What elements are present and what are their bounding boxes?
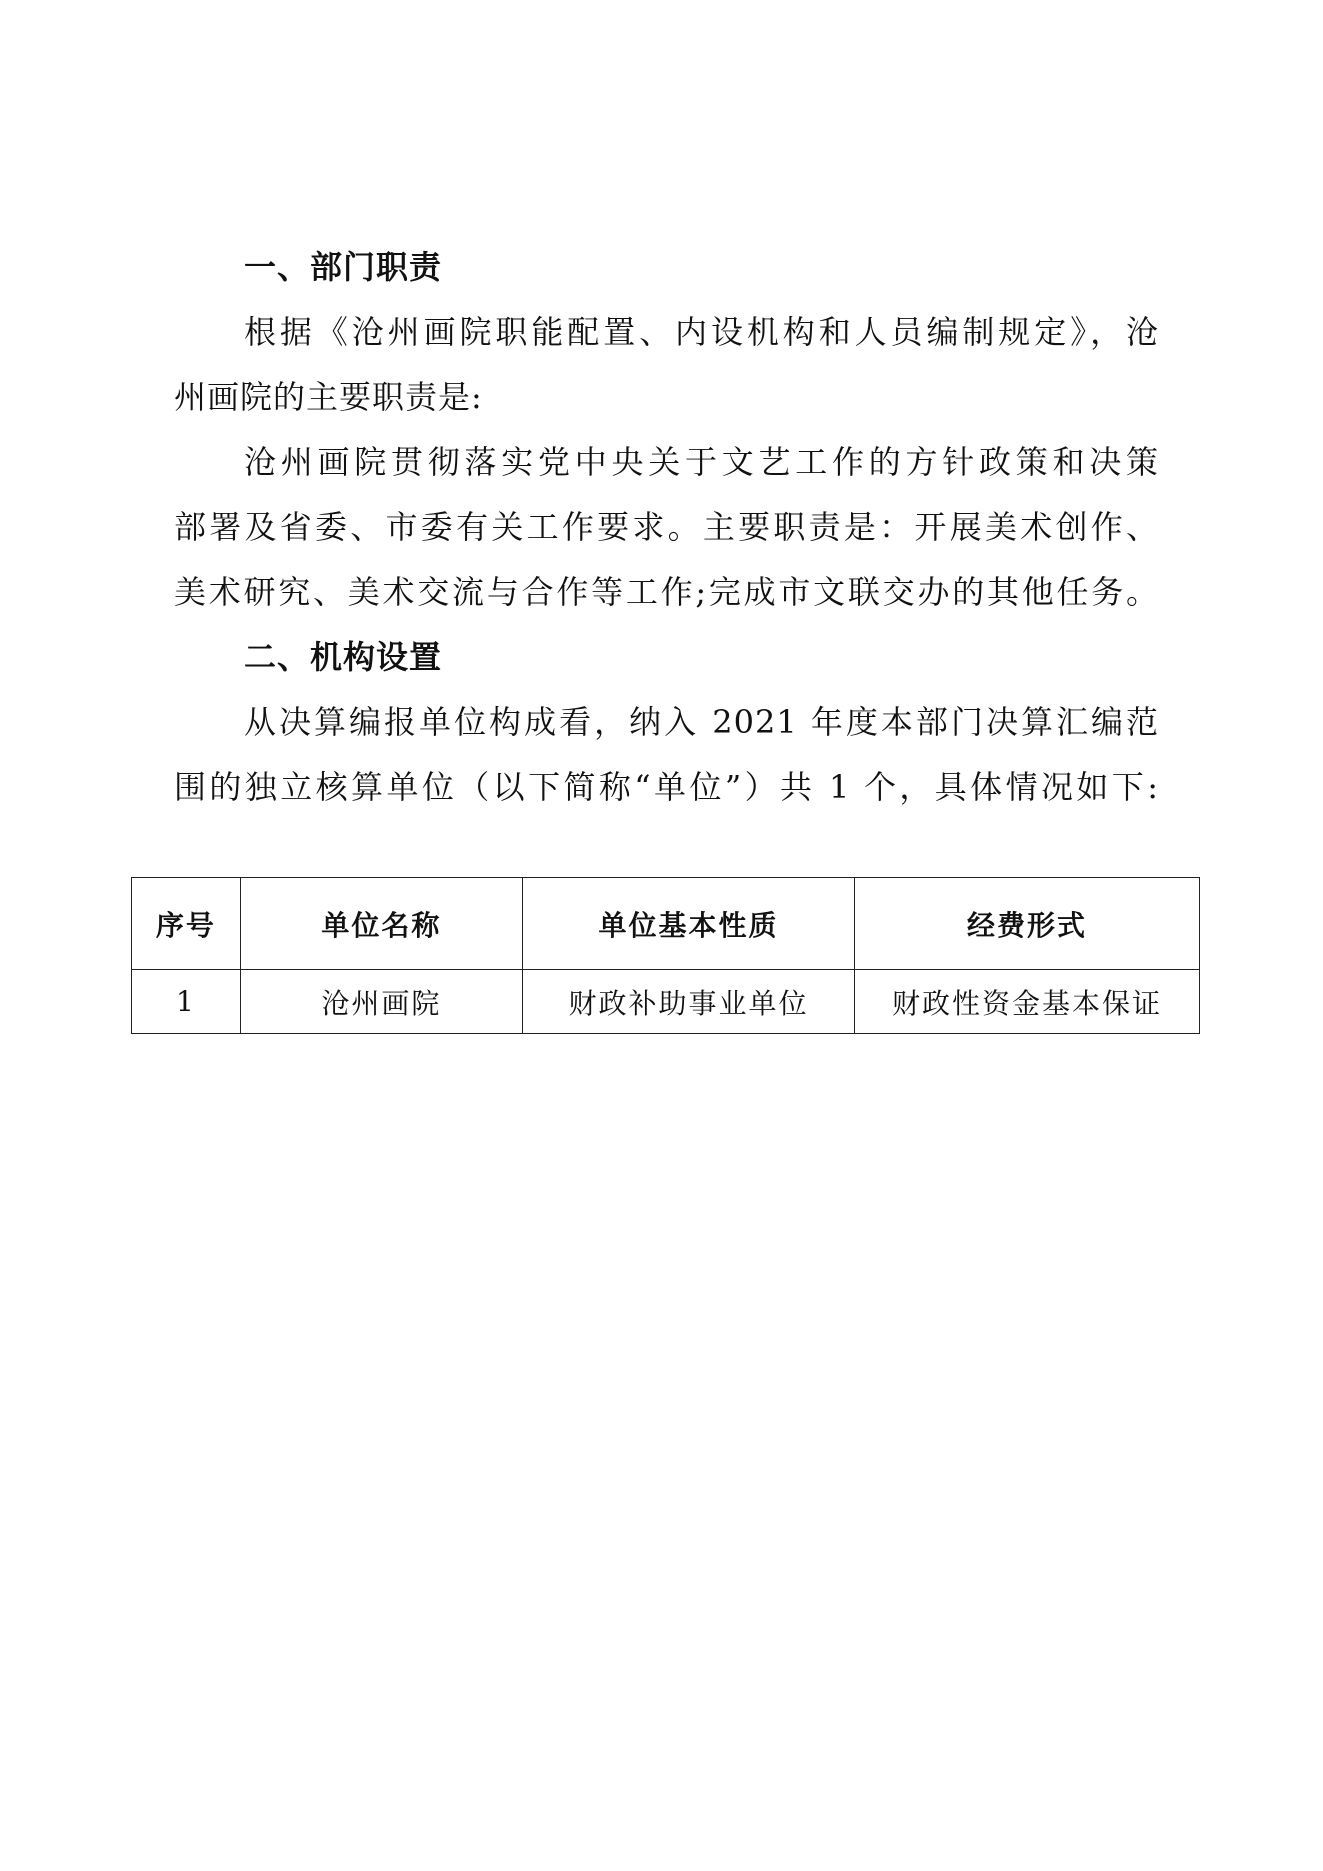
table-header-row <box>132 878 1200 970</box>
table-row <box>132 970 1200 1034</box>
paragraph-line: 从决算编报单位构成看，纳入 2021 年度本部门决算汇编范 <box>244 703 1159 741</box>
paragraph-line: 州画院的主要职责是: <box>174 378 483 416</box>
paragraph-line: 根据《沧州画院职能配置、内设机构和人员编制规定》，沧 <box>244 313 1159 351</box>
column-header-index: 序号 <box>132 878 241 970</box>
paragraph-line: 部署及省委、市委有关工作要求。主要职责是：开展美术创作、 <box>174 508 1159 546</box>
paragraph-line: 沧州画院贯彻落实党中央关于文艺工作的方针政策和决策 <box>244 443 1159 481</box>
paragraph-line: 美术研究、美术交流与合作等工作;完成市文联交办的其他任务。 <box>174 573 1159 611</box>
paragraph-line: 围的独立核算单位（以下简称“单位”）共 1 个，具体情况如下: <box>174 768 1159 806</box>
section-heading-responsibilities: 一、部门职责 <box>244 248 443 286</box>
cell-funding-form: 财政性资金基本保证 <box>854 970 1199 1034</box>
column-header-funding-form: 经费形式 <box>854 878 1199 970</box>
column-header-unit-nature: 单位基本性质 <box>522 878 854 970</box>
units-table <box>131 877 1200 1034</box>
section-heading-organization: 二、机构设置 <box>244 638 443 676</box>
cell-unit-nature: 财政补助事业单位 <box>522 970 854 1034</box>
column-header-unit-name: 单位名称 <box>240 878 522 970</box>
cell-unit-name: 沧州画院 <box>240 970 522 1034</box>
cell-index: 1 <box>132 970 241 1034</box>
